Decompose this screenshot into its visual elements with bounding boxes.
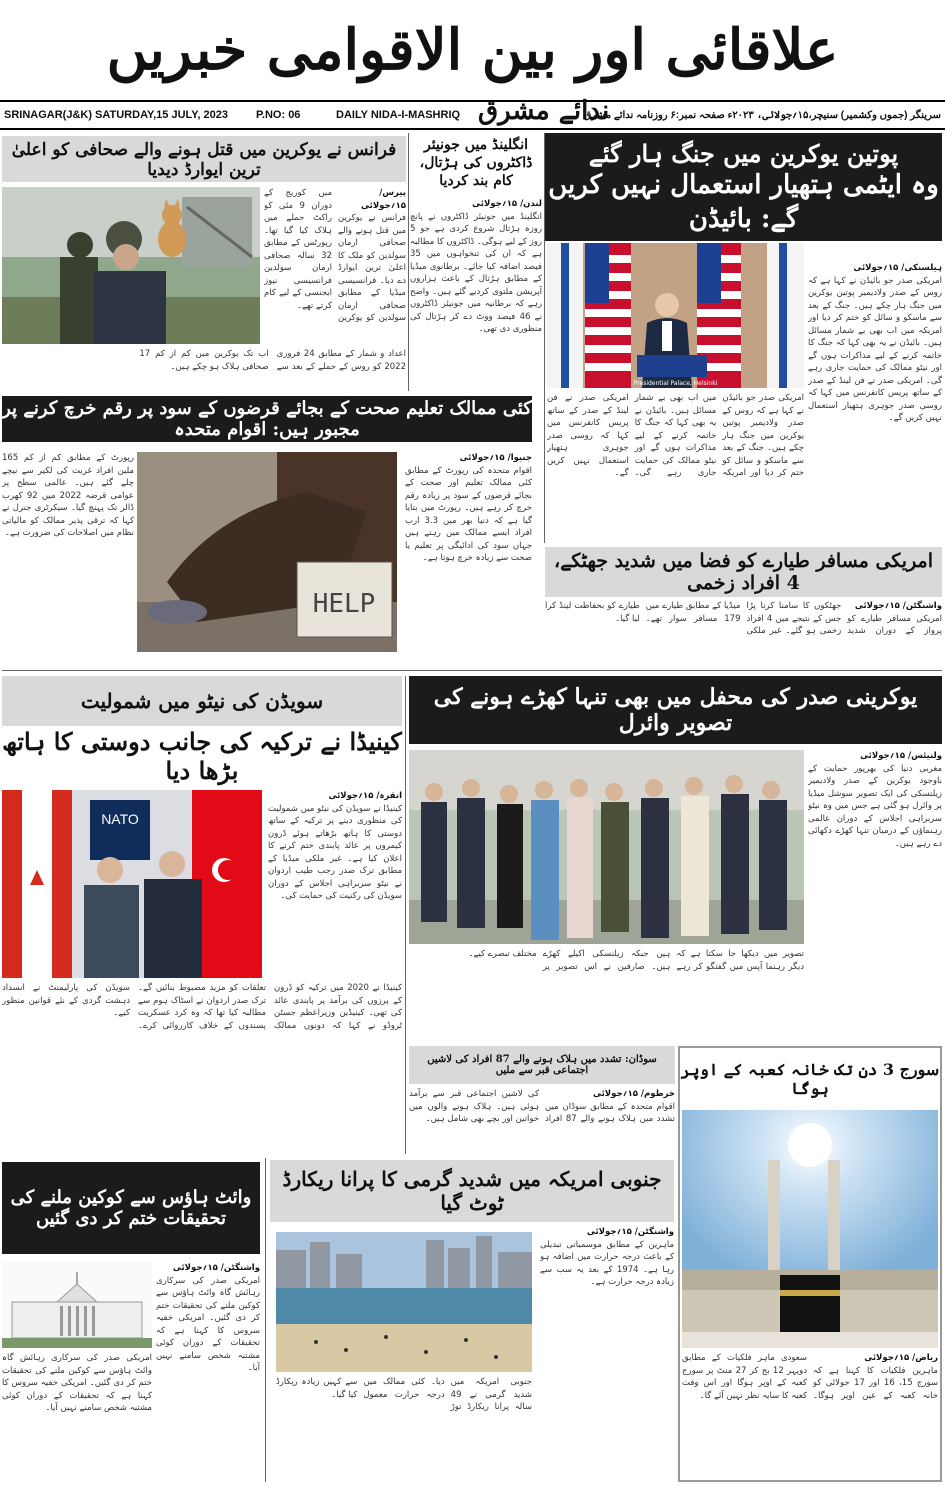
sudan-headline-text: سوڈان: تشدد میں ہلاک ہونے والے 87 افراد کی لاشیں اجتماعی قبر سے ملیں	[427, 1054, 657, 1076]
sweden-headline-1	[2, 676, 402, 726]
heat-text2: ماہرین کے مطابق موسمیاتی تبدیلی کے باعث درجہ حرارت میں اضافہ ہو رہا ہے۔ 1974 کے بعد یہ سب سے زیادہ درجہ حرارت ہے۔	[540, 1239, 674, 1287]
zelensky-dateline: ولنیئس/ ۱۵؍جولائی	[860, 751, 942, 761]
turbulence-headline	[545, 547, 942, 597]
heat-headline	[270, 1160, 674, 1222]
nato-sign: NATO	[101, 811, 139, 827]
zelensky-body2	[409, 948, 804, 1040]
sudan-text: اقوام متحدہ کے مطابق سوڈان میں تشدد میں ہلاک ہونے والے 87 افراد کی لاشیں اجتماعی قبر سے برآمد ہوئی ہیں۔ ہلاک ہونے والوں میں خواتین اور بچے بھی شامل ہیں۔	[409, 1089, 675, 1124]
zelensky-text1: مغربی دنیا کی بھرپور حمایت کے باوجود یوکرین کے صدر ولادیمیر زیلنسکی کی ایک تصویر سوشل میڈیا پر وائرل ہو گئی ہے جس میں وہ نیٹو سربراہی اجلاس کے دوران عالمی رہنماؤں کے درمیان تنہا کھڑے دکھائی دے رہے ہیں۔	[808, 763, 942, 849]
whitehouse-dateline: واشنگٹن/ ۱۵؍جولائی	[172, 1263, 260, 1273]
debt-headline-text: کئی ممالک تعلیم صحت کے بجائے قرضوں کے سود پر رقم خرچ کرنے پر مجبور ہیں: اقوام متحدہ	[2, 398, 532, 440]
sweden-headline-2	[2, 728, 402, 784]
heat-body2	[540, 1226, 674, 1478]
debt-body2	[2, 452, 134, 667]
journalist-photo-svg	[2, 187, 260, 344]
rule-sweden	[405, 676, 406, 1154]
whitehouse-headline	[2, 1162, 260, 1254]
sun-headline	[680, 1052, 940, 1106]
sweden-dateline: انقرہ/ ۱۵؍جولائی	[328, 791, 402, 801]
sweden-text2: کینیڈا نے 2020 میں ترکیہ کو ڈرون کے پرزوں کی برآمد پر پابندی عائد کی تھی۔ کینیڈین وزیراعظم جسٹن ٹروڈو نے کہا کہ دونوں ممالک تعلقات کو مزید مضبوط بنائیں گے۔	[138, 983, 402, 1031]
putin-headline-2: وہ ایٹمی ہتھیار استعمال نہیں کریں گے: بائیڈن	[548, 169, 939, 234]
debt-dateline: جنیوا/ ۱۵؍جولائی	[459, 453, 532, 463]
sudan-body	[409, 1088, 675, 1152]
putin-dateline: ہیلسنکی/ ۱۵؍جولائی	[853, 263, 942, 273]
putin-body-col1	[808, 262, 942, 542]
debt-text1: اقوام متحدہ کی رپورٹ کے مطابق کئی ممالک تعلیم اور صحت کے بجائے قرضوں کے سود پر زیادہ رقم خرچ کر رہے ہیں۔ رپورٹ میں بتایا گیا ہے کہ دنیا بھر میں 3.3 ارب افراد ایسے ممالک میں رہتے ہیں جہاں سود کی ادائیگی پر تعلیم یا صحت سے زیادہ خرچ ہوتا ہے۔	[405, 465, 532, 563]
daily-name: DAILY NIDA-I-MASHRIQ	[336, 109, 461, 121]
rule-whitehouse	[265, 1158, 266, 1482]
biden-photo-caption: Presidential Palace, Helsinki	[633, 380, 718, 387]
dateline-bar	[0, 96, 945, 130]
beach-photo-svg	[276, 1232, 532, 1372]
turbulence-headline-text: امریکی مسافر طیارے کو فضا میں شدید جھٹکے، 4 افراد زخمی	[553, 550, 934, 594]
whitehouse-photo	[2, 1262, 152, 1348]
whitehouse-headline-text: وائٹ ہاؤس سے کوکین ملنے کی تحقیقات ختم کر دی گئیں	[10, 1187, 252, 1229]
turbulence-text: امریکی مسافر طیارے کو پرواز کے دوران شدید جھٹکوں کا سامنا کرنا پڑا جس کے نتیجے میں 4 افراد زخمی ہو گئے۔ غیر ملکی میڈیا کے مطابق طیارے میں 179 مسافر سوار تھے۔ طیارے کو بحفاظت لینڈ کرا لیا گیا۔	[545, 601, 942, 636]
whitehouse-body	[156, 1262, 260, 1477]
turbulence-body	[545, 600, 942, 666]
help-photo	[137, 452, 397, 652]
france-headline-text: فرانس نے یوکرین میں قتل ہونے والے صحافی کو اعلیٰ ترین ایوارڈ دیدیا	[11, 139, 397, 180]
biden-photo	[547, 243, 804, 388]
zelensky-text2: تصویر میں دیکھا جا سکتا ہے کہ دیگر رہنما آپس میں گفتگو کر رہے ہیں جبکہ زیلنسکی اکیلے کھڑے ہیں۔ صارفین نے اس تصویر پر مختلف تبصرے کیے۔	[468, 949, 804, 972]
rule-doctors	[544, 133, 545, 543]
zelensky-figure	[601, 802, 629, 932]
help-sign-text: HELP	[312, 589, 376, 619]
sun-icon	[788, 1123, 832, 1167]
doctors-body	[410, 198, 542, 388]
rule-france	[408, 133, 409, 391]
debt-headline	[2, 396, 532, 442]
france-headline	[2, 136, 406, 182]
france-text: فرانس نے یوکرین میں قتل ہونے والے صحافی ارمان سولدین کو ملک کا اعلیٰ ترین ایوارڈ دے دیا۔ فرانسیسی میڈیا کے مطابق صحافی ارمان سولدین کو یوکرین میں کوریج کے دوران 9 مئی کو راکٹ حملے میں ہلاک کیا گیا تھا۔ رپورٹس کے مطابق 32 سالہ صحافی ارمان سولدین فرانسیسی نیوز ایجنسی کے لیے کام کرتے تھے۔	[264, 188, 406, 323]
zelensky-headline	[409, 676, 942, 744]
putin-body: امریکی صدر جو بائیڈن نے کہا ہے کہ روس کے صدر ولادیمیر پوتین یوکرین میں جنگ ہار چکے ہیں۔ جنگ کے بعد سے ماسکو و سائل کو ختم کر دیا اور امریکہ میں اب بھی بے شمار مسائل ہیں۔ بائیڈن نے یہ بھی کہا کہ جنگ کا خاتمہ کرنے کے لیے مذاکرات ہوں گے اور نیٹو ممالک کی حمایت جاری رہے گی۔ امریکی صدر نے فن لینڈ کے صدر کے ساتھ پریس کانفرنس میں کہا کہ روسی صدر جوہری ہتھیار استعمال نہیں کریں گے۔	[808, 275, 942, 423]
putin-headline-block	[545, 133, 942, 241]
sun-dateline: ریاض/ ۱۵؍جولائی	[864, 1353, 938, 1363]
heat-body1	[276, 1376, 532, 1478]
france-caption	[2, 348, 406, 388]
biden-photo-svg	[547, 243, 804, 388]
zelensky-body1	[808, 750, 942, 1040]
trudeau-erdogan-svg	[2, 790, 262, 978]
journalist-photo	[2, 187, 260, 344]
sweden-headline-2-text: کینیڈا نے ترکیہ کی جانب دوستی کا ہاتھ بڑھا دیا	[2, 727, 402, 785]
sun-text: ماہرین فلکیات کا کہنا ہے کہ سورج 15، 16 اور 17 جولائی کو خانہ کعبہ کے عین اوپر ہوگا۔ سعودی ماہر فلکیات کے مطابق دوپہر 12 بج کر 27 منٹ پر سورج کعبہ کے اوپر ہوگا اور اس وقت کعبہ کا سایہ نظر نہیں آئے گا۔	[682, 1353, 938, 1401]
sun-body	[682, 1352, 938, 1478]
doctors-text: انگلینڈ میں جونیئر ڈاکٹروں نے پانچ روزہ ہڑتال شروع کردی ہے جو 5 روز کے لیے ہوگی۔ ڈاکٹروں کا مطالبہ ہے کہ ان کی تنخواہوں میں 35 فیصد اضافہ کیا جائے۔ برطانوی میڈیا کے مطابق ہڑتال کے باعث ہزاروں آپریشن ملتوی کردیے گئے ہیں۔ واضح رہے کہ برطانیہ میں جونیئر ڈاکٹروں نے 46 فیصد ووٹ دے کر ہڑتال کی منظوری دی تھی۔	[410, 211, 542, 334]
kaaba-photo	[682, 1110, 938, 1348]
doctors-dateline: لندن/ ۱۵؍جولائی	[472, 199, 542, 209]
whitehouse-text2: امریکی صدر کی سرکاری رہائش گاہ وائٹ ہاؤس سے کوکین ملنے کی تحقیقات ختم کر دی گئیں۔ امریکی خفیہ سروس کا کہنا ہے کہ تحقیقات کے دوران کوئی مشتبہ شخص سامنے نہیں آیا۔	[2, 1353, 152, 1413]
whitehouse-photo-svg	[2, 1262, 152, 1348]
whitehouse-text: امریکی صدر کی سرکاری رہائش گاہ وائٹ ہاؤس سے کوکین ملنے کی تحقیقات ختم کر دی گئیں۔ امریکی خفیہ سروس کا کہنا ہے کہ تحقیقات کے دوران کوئی مشتبہ شخص سامنے نہیں آیا۔	[156, 1275, 260, 1373]
kaaba-photo-svg	[682, 1110, 938, 1348]
kaaba-icon	[780, 1275, 840, 1333]
sweden-body2	[2, 982, 402, 1152]
help-photo-svg	[137, 452, 397, 652]
sweden-body1	[268, 790, 402, 978]
newspaper-logo: ندائے مشرق	[478, 96, 610, 126]
france-caption-text: اعداد و شمار کے مطابق 24 فروری 2022 کو روس کے حملے کے بعد سے اب تک یوکرین میں کم از کم 17 صحافی ہلاک ہو چکے ہیں۔	[139, 349, 406, 372]
rule-mid	[2, 670, 942, 671]
masthead-title: علاقائی اور بین الاقوامی خبریں	[106, 17, 839, 83]
leaders-photo	[409, 750, 804, 944]
trudeau-erdogan-photo	[2, 790, 262, 978]
doctors-headline	[410, 133, 542, 193]
us-flag-left	[585, 243, 631, 388]
putin-body-cont: امریکی صدر جو بائیڈن نے کہا ہے کہ روس کے صدر ولادیمیر پوتین یوکرین میں جنگ ہار چکے ہیں۔ جنگ کے بعد سے ماسکو و سائل کو ختم کر دیا اور امریکہ میں اب بھی بے شمار مسائل ہیں۔ بائیڈن نے یہ بھی کہا کہ جنگ کا خاتمہ کرنے کے لیے مذاکرات ہوں گے اور نیٹو ممالک کی حمایت جاری رہے گی۔ امریکی صدر نے فن لینڈ کے صدر کے ساتھ پریس کانفرنس میں کہا کہ روسی صدر جوہری ہتھیار استعمال نہیں کریں گے۔	[547, 393, 804, 478]
heat-headline-text: جنوبی امریکہ میں شدید گرمی کا پرانا ریکارڈ ٹوٹ گیا	[282, 1167, 662, 1215]
sudan-headline	[409, 1046, 675, 1084]
putin-body-col2	[547, 392, 804, 542]
sudan-dateline: خرطوم/ ۱۵؍جولائی	[593, 1089, 675, 1099]
leaders-photo-svg	[409, 750, 804, 944]
canada-flag	[2, 790, 72, 978]
heat-dateline: واشنگٹن/ ۱۵؍جولائی	[586, 1227, 674, 1237]
putin-headline-1: پوتین یوکرین میں جنگ ہار گئے	[588, 138, 899, 168]
doctors-headline-text: انگلینڈ میں جونیئر ڈاکٹروں کی ہڑتال، کام بند کردیا	[419, 136, 533, 190]
beach-photo	[276, 1232, 532, 1372]
debt-body1	[405, 452, 532, 667]
zelensky-headline-text: یوکرینی صدر کی محفل میں بھی تنہا کھڑے ہونے کی تصویر وائرل	[433, 684, 918, 736]
sun-headline-text: سورج 3 دن تک خانہ کعبہ کے اوپر ہوگا	[680, 1060, 940, 1098]
france-body	[264, 187, 406, 345]
turbulence-dateline: واشنگٹن/ ۱۵؍جولائی	[854, 601, 942, 611]
heat-text1: جنوبی امریکہ میں شدید گرمی نے 49 سالہ پرانا ریکارڈ توڑ دیا۔ کئی ممالک میں درجہ حرارت معمول سے کہیں زیادہ ریکارڈ کیا گیا۔	[276, 1377, 532, 1412]
dateline-urdu: سرینگر (جموں وکشمیر) سنیچر،۱۵؍جولائی، ۲۰۲۳ء صفحہ نمبر:۶ روزنامہ ندائے مشرق	[583, 109, 941, 121]
whitehouse-body2	[2, 1352, 152, 1477]
debt-text2: رپورٹ کے مطابق کم از کم 165 ملین افراد غربت کی لکیر سے نیچے چلے گئے ہیں۔ عالمی سطح پر عوامی قرضہ 2022 میں 92 کھرب ڈالر تک پہنچ گیا۔ سیکرٹری جنرل نے کہا کہ ترقی پذیر ممالک کو مالیاتی نظام میں اصلاحات کی ضرورت ہے۔	[2, 453, 134, 538]
france-dateline: پیرس/ ۱۵؍جولائی	[361, 188, 406, 211]
sweden-text1: کینیڈا نے سویڈن کی نیٹو میں شمولیت کی منظوری دینے پر ترکیہ کے ساتھ دوستی کا ہاتھ بڑھاتے ہوئے ڈرون کیمروں پر عائد پابندی ختم کرنے کا اعلان کیا ہے۔ غیر ملکی میڈیا کے مطابق ترک صدر رجب طیب اردوان نے نیٹو سربراہی اجلاس کے دوران سویڈن کی رکنیت کی حمایت کی۔	[268, 803, 402, 901]
sweden-headline-1-text: سویڈن کی نیٹو میں شمولیت	[80, 689, 324, 713]
dateline-left: SRINAGAR(J&K) SATURDAY,15 JULY, 2023	[4, 109, 228, 121]
page-number: P.NO: 06	[256, 109, 301, 121]
masthead	[0, 0, 945, 100]
sweden-text3: ترک صدر اردوان نے اسٹاک ہوم سے مطالبہ کیا تھا کہ وہ کرد عسکریت پسندوں کے خلاف کارروائی کرے۔ سویڈن کی پارلیمنٹ نے انسداد دہشت گردی کے نئے قوانین منظور کیے۔	[2, 983, 266, 1031]
